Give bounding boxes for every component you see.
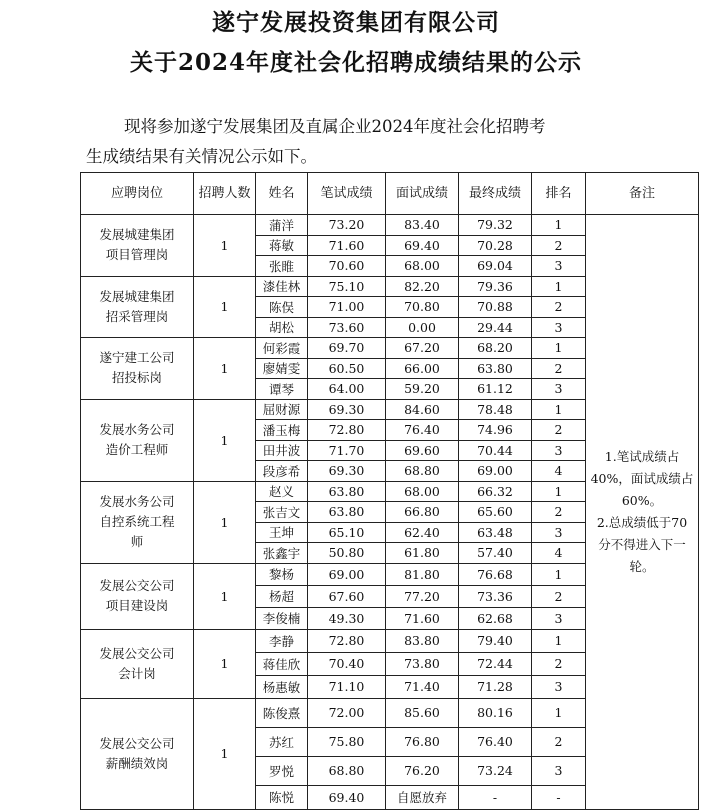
name-cell: 张吉文 — [256, 502, 308, 523]
position-cell — [81, 338, 194, 400]
final-cell: 62.68 — [459, 607, 532, 629]
interview-cell: 83.40 — [386, 215, 459, 236]
quota-cell: 1 — [194, 399, 256, 481]
position-line: 薪酬绩效岗 — [105, 755, 169, 771]
final-cell: 29.44 — [459, 317, 532, 338]
position-line: 自控系统工程 — [99, 514, 175, 529]
final-cell: 79.36 — [459, 276, 532, 297]
name-cell: 陈悦 — [256, 785, 308, 809]
written-cell: 71.10 — [308, 675, 386, 698]
interview-cell: 62.40 — [386, 522, 459, 543]
name-cell: 蒋敏 — [256, 235, 308, 256]
name-cell: 廖婧雯 — [256, 358, 308, 379]
interview-cell: 77.20 — [386, 585, 459, 607]
name-cell: 屈财源 — [256, 399, 308, 420]
rank-cell: 1 — [532, 276, 586, 297]
position-line: 项目管理岗 — [105, 247, 169, 263]
quota-cell: 1 — [194, 276, 256, 338]
name-cell: 杨超 — [256, 585, 308, 607]
name-cell: 段彦希 — [256, 461, 308, 482]
written-cell: 69.40 — [308, 785, 386, 809]
final-cell: 80.16 — [459, 698, 532, 727]
interview-cell: 66.00 — [386, 358, 459, 379]
written-cell: 70.60 — [308, 256, 386, 277]
interview-cell: 61.80 — [386, 543, 459, 564]
name-cell: 胡松 — [256, 317, 308, 338]
rank-cell: 1 — [532, 338, 586, 359]
position-line: 造价工程师 — [105, 442, 169, 457]
table-body — [81, 215, 699, 810]
name-cell: 李静 — [256, 629, 308, 652]
position-cell — [81, 563, 194, 629]
written-cell: 69.30 — [308, 461, 386, 482]
intro-text-line2: 生成绩结果有关情况公示如下。 — [86, 147, 317, 166]
final-cell: 65.60 — [459, 502, 532, 523]
interview-cell: 69.40 — [386, 235, 459, 256]
written-cell: 73.60 — [308, 317, 386, 338]
position-line: 发展水务公司 — [99, 422, 175, 437]
rank-cell: 3 — [532, 317, 586, 338]
final-cell: 74.96 — [459, 420, 532, 441]
interview-cell: 76.20 — [386, 756, 459, 785]
rank-cell: 2 — [532, 502, 586, 523]
interview-cell: 68.80 — [386, 461, 459, 482]
written-cell: 67.60 — [308, 585, 386, 607]
written-cell: 69.30 — [308, 399, 386, 420]
written-cell: 69.70 — [308, 338, 386, 359]
name-cell: 陈俣 — [256, 297, 308, 318]
quota-cell: 1 — [194, 563, 256, 629]
rank-cell: 1 — [532, 629, 586, 652]
name-cell: 田井波 — [256, 440, 308, 461]
final-cell: 70.28 — [459, 235, 532, 256]
name-cell: 李俊楠 — [256, 607, 308, 629]
written-cell: 72.80 — [308, 420, 386, 441]
rank-cell: 2 — [532, 420, 586, 441]
interview-cell: 69.60 — [386, 440, 459, 461]
final-cell: 70.44 — [459, 440, 532, 461]
rank-cell: 2 — [532, 585, 586, 607]
position-line: 项目建设岗 — [105, 598, 169, 613]
header-name: 姓名 — [256, 173, 308, 215]
rank-cell: 2 — [532, 652, 586, 675]
interview-cell: 自愿放弃 — [386, 785, 459, 809]
final-cell: 71.28 — [459, 675, 532, 698]
rank-cell: 2 — [532, 297, 586, 318]
position-line: 招投标岗 — [111, 370, 162, 386]
written-cell: 65.10 — [308, 522, 386, 543]
written-cell: 49.30 — [308, 607, 386, 629]
header-interview: 面试成绩 — [386, 173, 459, 215]
final-cell: 69.04 — [459, 256, 532, 277]
interview-cell: 83.80 — [386, 629, 459, 652]
rank-cell: 3 — [532, 440, 586, 461]
interview-cell: 71.40 — [386, 675, 459, 698]
interview-cell: 71.60 — [386, 607, 459, 629]
final-cell: 61.12 — [459, 379, 532, 400]
position-line: 会计岗 — [118, 665, 156, 681]
header-quota: 招聘人数 — [194, 173, 256, 215]
written-cell: 75.80 — [308, 727, 386, 756]
final-cell: 76.40 — [459, 727, 532, 756]
written-cell: 70.40 — [308, 652, 386, 675]
name-cell: 赵义 — [256, 481, 308, 502]
remark-line: 2.总成绩低于70 — [596, 514, 688, 530]
written-cell: 63.80 — [308, 502, 386, 523]
written-cell: 69.00 — [308, 563, 386, 585]
written-cell: 63.80 — [308, 481, 386, 502]
position-cell — [81, 399, 194, 481]
written-cell: 68.80 — [308, 756, 386, 785]
written-cell: 60.50 — [308, 358, 386, 379]
position-line: 招采管理岗 — [105, 308, 169, 324]
header-written: 笔试成绩 — [308, 173, 386, 215]
rank-cell: 2 — [532, 727, 586, 756]
header-final: 最终成绩 — [459, 173, 532, 215]
final-cell: 68.20 — [459, 338, 532, 359]
rank-cell: 4 — [532, 461, 586, 482]
remark-line: 40%，面试成绩占 — [590, 470, 694, 486]
written-cell: 73.20 — [308, 215, 386, 236]
rank-cell: - — [532, 785, 586, 809]
interview-cell: 70.80 — [386, 297, 459, 318]
document-title-line2: 关于2024年度社会化招聘成绩结果的公示 — [129, 49, 582, 76]
name-cell: 何彩霞 — [256, 338, 308, 359]
name-cell: 黎杨 — [256, 563, 308, 585]
final-cell: 63.80 — [459, 358, 532, 379]
written-cell: 71.00 — [308, 297, 386, 318]
interview-cell: 73.80 — [386, 652, 459, 675]
document-title-line1: 遂宁发展投资集团有限公司 — [212, 9, 500, 36]
interview-cell: 59.20 — [386, 379, 459, 400]
position-line: 发展公交公司 — [99, 578, 175, 593]
position-cell — [81, 698, 194, 809]
final-cell: 78.48 — [459, 399, 532, 420]
written-cell: 71.60 — [308, 235, 386, 256]
position-line: 发展公交公司 — [99, 735, 175, 751]
rank-cell: 1 — [532, 698, 586, 727]
position-cell — [81, 481, 194, 563]
final-cell: 63.48 — [459, 522, 532, 543]
final-cell: 57.40 — [459, 543, 532, 564]
table-row — [81, 215, 699, 236]
interview-cell: 0.00 — [386, 317, 459, 338]
written-cell: 71.70 — [308, 440, 386, 461]
interview-cell: 85.60 — [386, 698, 459, 727]
interview-cell: 66.80 — [386, 502, 459, 523]
remark-line: 轮。 — [629, 558, 655, 574]
name-cell: 陈俊熹 — [256, 698, 308, 727]
header-remark: 备注 — [586, 173, 699, 215]
interview-cell: 76.80 — [386, 727, 459, 756]
interview-cell: 68.00 — [386, 481, 459, 502]
final-cell: 73.24 — [459, 756, 532, 785]
remark-cell — [586, 215, 699, 810]
quota-cell: 1 — [194, 481, 256, 563]
name-cell: 王坤 — [256, 522, 308, 543]
final-cell: 69.00 — [459, 461, 532, 482]
final-cell: 72.44 — [459, 652, 532, 675]
name-cell: 潘玉梅 — [256, 420, 308, 441]
rank-cell: 3 — [532, 256, 586, 277]
position-cell — [81, 215, 194, 277]
table-header-row — [81, 173, 699, 215]
position-line: 发展公交公司 — [99, 645, 175, 661]
rank-cell: 3 — [532, 675, 586, 698]
interview-cell: 81.80 — [386, 563, 459, 585]
name-cell: 漆佳林 — [256, 276, 308, 297]
results-table — [80, 172, 699, 810]
quota-cell: 1 — [194, 338, 256, 400]
written-cell: 72.00 — [308, 698, 386, 727]
name-cell: 苏红 — [256, 727, 308, 756]
interview-cell: 84.60 — [386, 399, 459, 420]
remark-line: 1.笔试成绩占 — [604, 448, 680, 464]
final-cell: 73.36 — [459, 585, 532, 607]
written-cell: 72.80 — [308, 629, 386, 652]
quota-cell: 1 — [194, 215, 256, 277]
interview-cell: 76.40 — [386, 420, 459, 441]
final-cell: - — [459, 785, 532, 809]
position-line: 发展城建集团 — [99, 227, 175, 243]
rank-cell: 2 — [532, 235, 586, 256]
quota-cell: 1 — [194, 629, 256, 698]
header-rank: 排名 — [532, 173, 586, 215]
position-line: 师 — [130, 534, 144, 549]
remark-line: 60%。 — [621, 492, 663, 508]
name-cell: 蒲洋 — [256, 215, 308, 236]
interview-cell: 82.20 — [386, 276, 459, 297]
intro-text-line1: 现将参加遂宁发展集团及直属企业2024年度社会化招聘考 — [124, 117, 546, 136]
rank-cell: 1 — [532, 481, 586, 502]
interview-cell: 68.00 — [386, 256, 459, 277]
quota-cell: 1 — [194, 698, 256, 809]
name-cell: 谭琴 — [256, 379, 308, 400]
name-cell: 罗悦 — [256, 756, 308, 785]
position-line: 遂宁建工公司 — [99, 350, 175, 366]
name-cell: 张睢 — [256, 256, 308, 277]
final-cell: 70.88 — [459, 297, 532, 318]
rank-cell: 4 — [532, 543, 586, 564]
rank-cell: 3 — [532, 756, 586, 785]
rank-cell: 3 — [532, 522, 586, 543]
rank-cell: 2 — [532, 358, 586, 379]
written-cell: 64.00 — [308, 379, 386, 400]
final-cell: 79.32 — [459, 215, 532, 236]
rank-cell: 3 — [532, 379, 586, 400]
name-cell: 蒋佳欣 — [256, 652, 308, 675]
position-line: 发展水务公司 — [99, 494, 175, 509]
remark-line: 分不得进入下一 — [598, 536, 686, 552]
name-cell: 张鑫宇 — [256, 543, 308, 564]
final-cell: 79.40 — [459, 629, 532, 652]
rank-cell: 1 — [532, 215, 586, 236]
interview-cell: 67.20 — [386, 338, 459, 359]
rank-cell: 1 — [532, 399, 586, 420]
rank-cell: 1 — [532, 563, 586, 585]
written-cell: 50.80 — [308, 543, 386, 564]
position-line: 发展城建集团 — [99, 288, 175, 304]
header-position: 应聘岗位 — [81, 173, 194, 215]
final-cell: 66.32 — [459, 481, 532, 502]
written-cell: 75.10 — [308, 276, 386, 297]
final-cell: 76.68 — [459, 563, 532, 585]
rank-cell: 3 — [532, 607, 586, 629]
position-cell — [81, 629, 194, 698]
position-cell — [81, 276, 194, 338]
name-cell: 杨惠敏 — [256, 675, 308, 698]
